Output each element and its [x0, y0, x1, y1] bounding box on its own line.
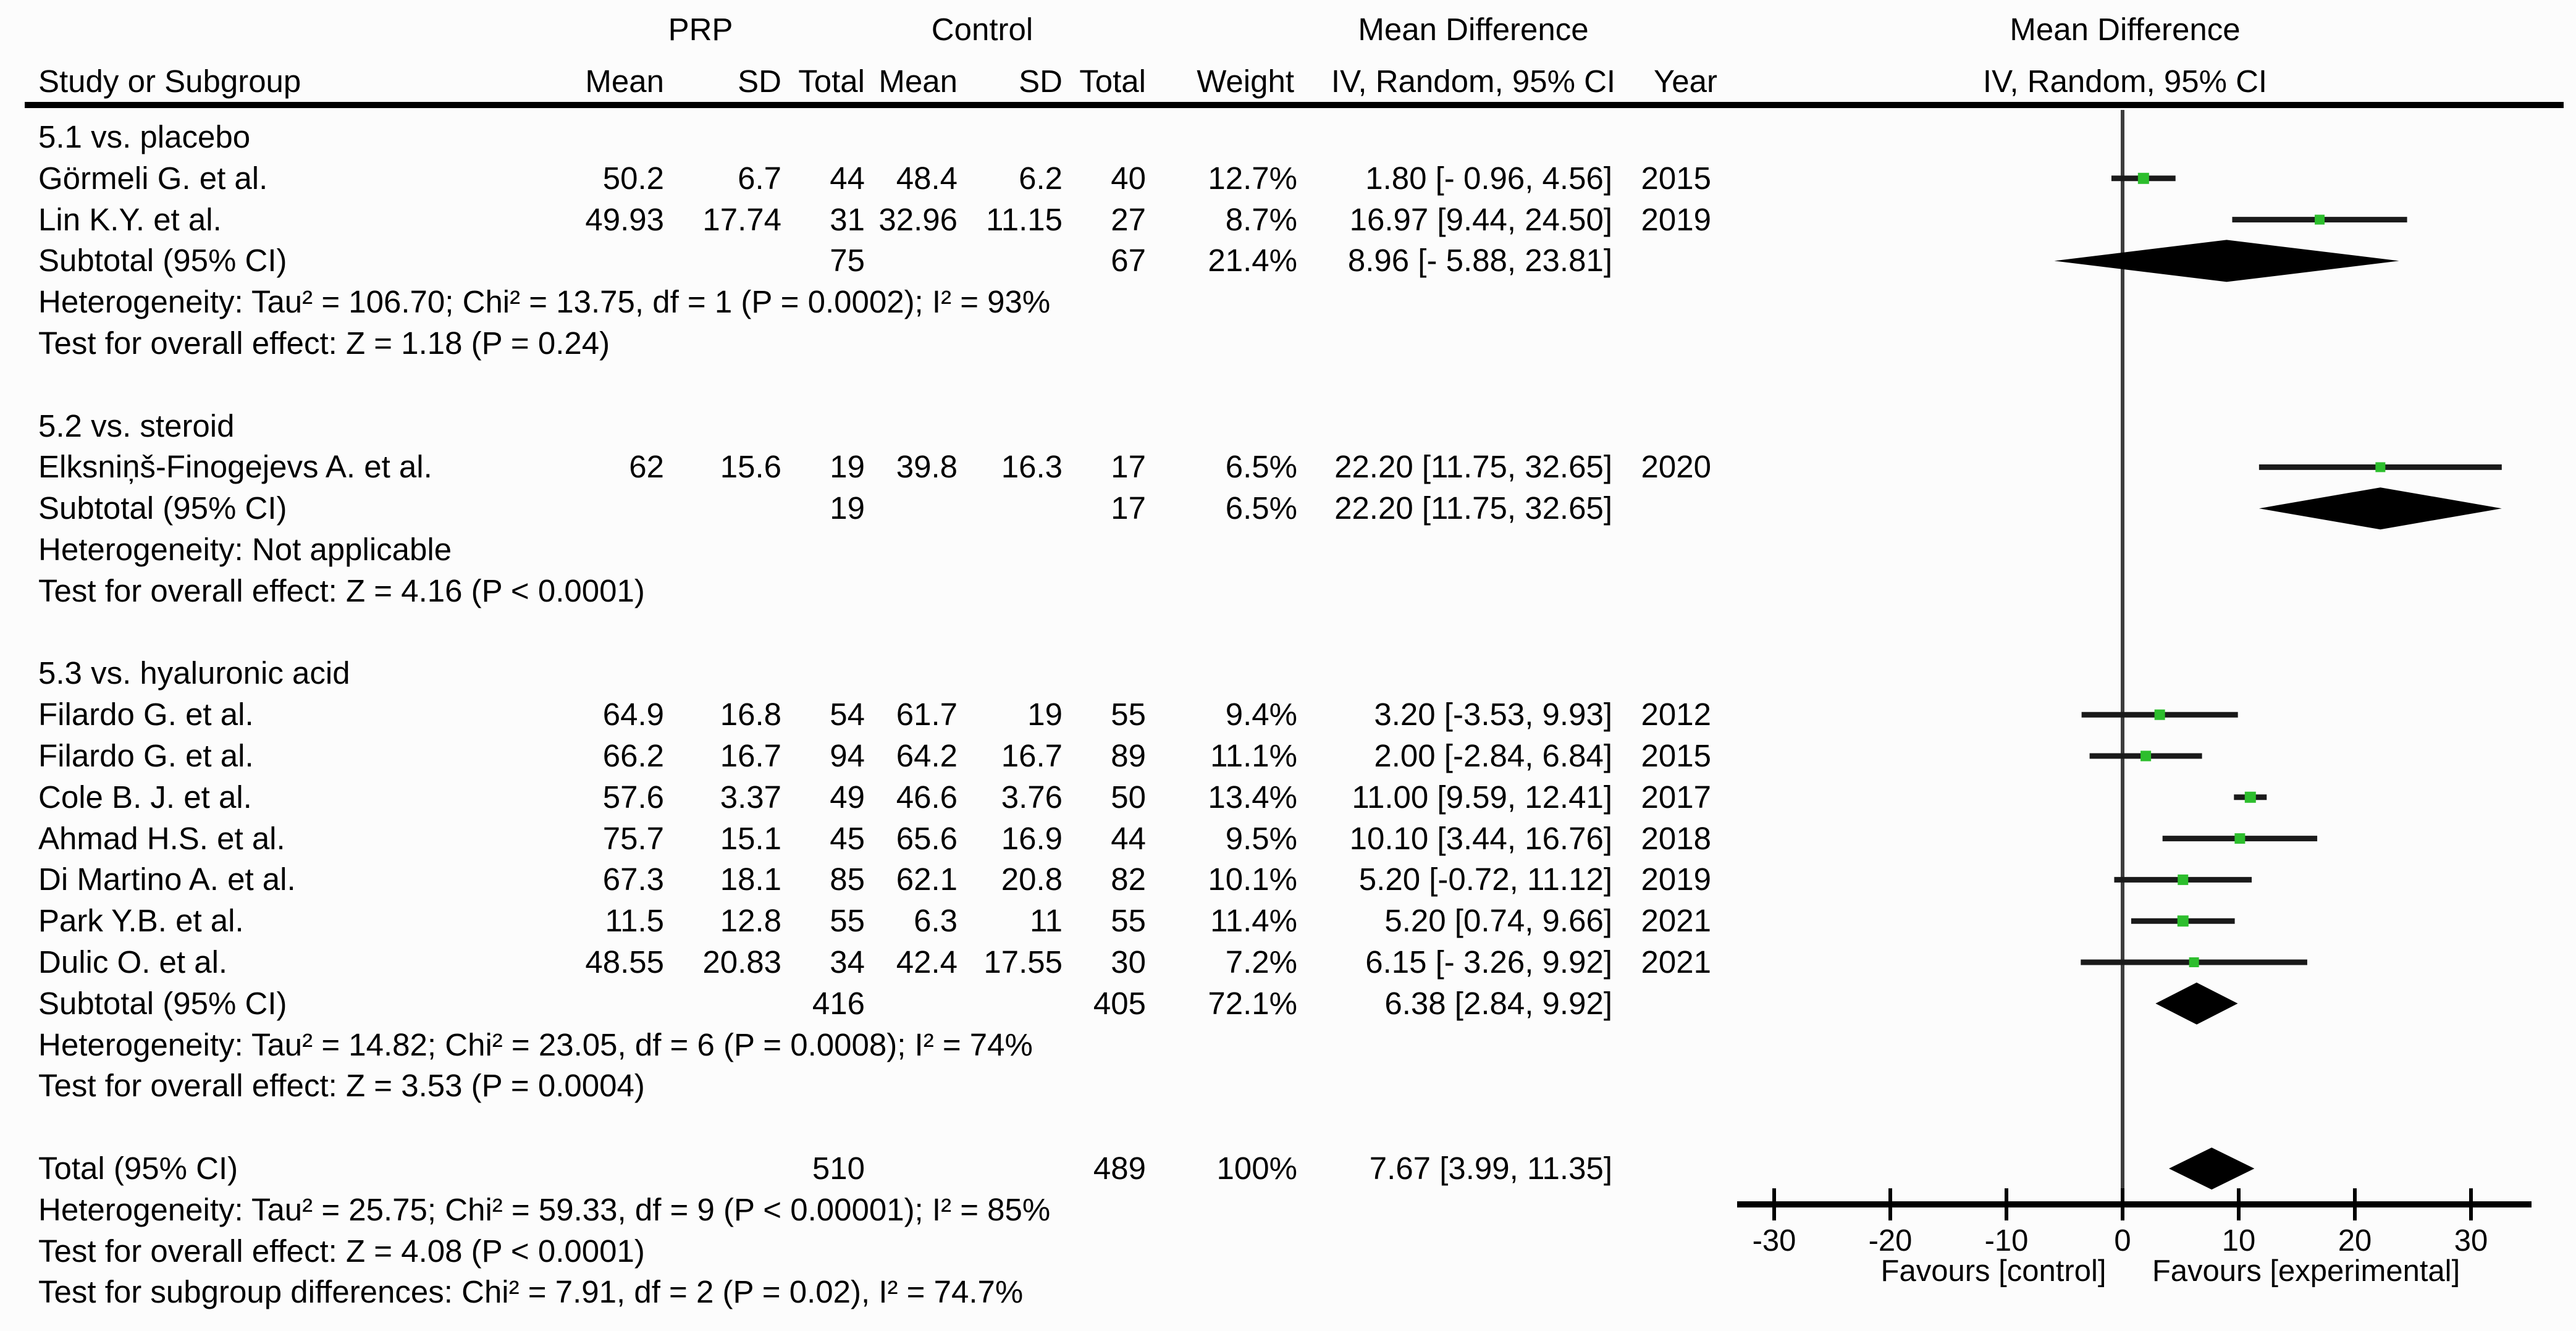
control-total: 55 [1111, 903, 1146, 939]
prp-sd: 15.1 [720, 820, 781, 856]
prp-mean: 67.3 [602, 862, 664, 897]
prp-mean: 50.2 [602, 160, 664, 196]
prp-total: 510 [812, 1151, 865, 1186]
study-name: Elksniņš-Finogejevs A. et al. [38, 449, 432, 485]
control-sd: 16.7 [1001, 738, 1063, 773]
weight-value: 10.1% [1208, 862, 1297, 897]
column-header-effect-ci: IV, Random, 95% CI [1331, 64, 1616, 99]
heterogeneity-text: Heterogeneity: Tau² = 14.82; Chi² = 23.05, df = 6 (P = 0.0008); I² = 74% [38, 1027, 1033, 1062]
effect-estimate-ci: 5.20 [-0.72, 11.12] [1358, 862, 1612, 897]
prp-mean: 57.6 [602, 779, 664, 815]
control-mean: 61.7 [896, 697, 958, 733]
weight-value: 9.4% [1225, 697, 1297, 733]
plot-subtitle: IV, Random, 95% CI [1982, 64, 2268, 99]
overall-effect-text: Test for overall effect: Z = 3.53 (P = 0.0004) [38, 1068, 645, 1104]
x-axis-tick-label: -30 [1752, 1224, 1796, 1258]
weight-value: 6.5% [1225, 449, 1297, 485]
point-estimate-marker [2138, 173, 2149, 184]
point-estimate-marker [2140, 751, 2151, 762]
control-mean: 64.2 [896, 738, 958, 773]
heterogeneity-text: Heterogeneity: Not applicable [38, 532, 452, 567]
prp-sd: 17.74 [702, 201, 781, 237]
control-mean: 39.8 [896, 449, 958, 485]
prp-total: 416 [812, 985, 865, 1021]
control-total: 44 [1111, 820, 1146, 856]
control-total: 489 [1093, 1151, 1146, 1186]
prp-mean: 49.93 [585, 201, 664, 237]
weight-value: 9.5% [1225, 820, 1297, 856]
prp-mean: 48.55 [585, 944, 664, 980]
overall-effect-text: Test for overall effect: Z = 1.18 (P = 0.24) [38, 325, 610, 361]
control-sd: 11.15 [986, 201, 1063, 237]
weight-value: 12.7% [1208, 160, 1297, 196]
heterogeneity-text: Heterogeneity: Tau² = 106.70; Chi² = 13.75, df = 1 (P = 0.0002); I² = 93% [38, 284, 1051, 320]
year-value: 2015 [1641, 160, 1711, 196]
effect-column-title: Mean Difference [1358, 12, 1589, 47]
heterogeneity-text: Heterogeneity: Tau² = 25.75; Chi² = 59.33, df = 9 (P < 0.00001); I² = 85% [38, 1191, 1051, 1227]
control-sd: 20.8 [1001, 862, 1063, 897]
column-header-control-mean: Mean [878, 64, 958, 99]
subgroup-differences-text: Test for subgroup differences: Chi² = 7.91, df = 2 (P = 0.02), I² = 74.7% [38, 1274, 1024, 1310]
prp-sd: 6.7 [738, 160, 781, 196]
effect-estimate-ci: 22.20 [11.75, 32.65] [1334, 490, 1612, 526]
study-name: Görmeli G. et al. [38, 160, 268, 196]
year-value: 2017 [1641, 779, 1711, 815]
x-axis-tick-label: -20 [1868, 1224, 1913, 1258]
point-estimate-marker [2178, 915, 2189, 926]
control-sd: 11 [1030, 903, 1063, 939]
study-name: Di Martino A. et al. [38, 862, 296, 897]
point-estimate-marker [2189, 957, 2199, 967]
prp-mean: 66.2 [602, 738, 664, 773]
axis-label-favours-experimental: Favours [experimental] [2152, 1254, 2460, 1288]
weight-value: 6.5% [1225, 490, 1297, 526]
study-name: Filardo G. et al. [38, 738, 254, 773]
control-total: 40 [1111, 160, 1146, 196]
point-estimate-marker [2375, 462, 2385, 472]
column-header-prp-mean: Mean [585, 64, 664, 99]
weight-value: 13.4% [1208, 779, 1297, 815]
pooled-diamond [2054, 240, 2399, 282]
study-name: Filardo G. et al. [38, 697, 254, 733]
weight-value: 11.1% [1210, 738, 1297, 773]
x-axis-tick-label: 0 [2114, 1224, 2131, 1258]
prp-total: 19 [830, 449, 865, 485]
x-axis-tick-label: 20 [2338, 1224, 2372, 1258]
study-name: Dulic O. et al. [38, 944, 228, 980]
prp-total: 54 [830, 697, 865, 733]
x-axis-tick-label: 30 [2454, 1224, 2488, 1258]
year-value: 2021 [1641, 903, 1711, 939]
group-header-prp: PRP [668, 12, 733, 47]
weight-value: 100% [1216, 1151, 1297, 1186]
prp-total: 34 [830, 944, 865, 980]
prp-mean: 11.5 [605, 903, 664, 939]
control-total: 30 [1111, 944, 1146, 980]
study-name: Park Y.B. et al. [38, 903, 244, 939]
control-total: 405 [1093, 985, 1146, 1021]
point-estimate-marker [2315, 215, 2325, 225]
control-sd: 3.76 [1001, 779, 1063, 815]
overall-effect-text: Test for overall effect: Z = 4.08 (P < 0.0001) [38, 1233, 645, 1269]
year-value: 2020 [1641, 449, 1711, 485]
prp-total: 49 [830, 779, 865, 815]
subtotal-label: Subtotal (95% CI) [38, 243, 287, 279]
total-label: Total (95% CI) [38, 1151, 238, 1186]
plot-title: Mean Difference [2010, 12, 2241, 47]
subtotal-label: Subtotal (95% CI) [38, 985, 287, 1021]
control-total: 67 [1111, 243, 1146, 279]
control-sd: 16.9 [1001, 820, 1063, 856]
x-axis-tick-label: 10 [2221, 1224, 2256, 1258]
effect-estimate-ci: 3.20 [-3.53, 9.93] [1374, 697, 1612, 733]
year-value: 2015 [1641, 738, 1711, 773]
study-name: Ahmad H.S. et al. [38, 820, 285, 856]
year-value: 2019 [1641, 201, 1711, 237]
effect-estimate-ci: 8.96 [- 5.88, 23.81] [1347, 243, 1612, 279]
control-total: 17 [1111, 449, 1146, 485]
prp-total: 75 [830, 243, 865, 279]
prp-sd: 16.7 [720, 738, 781, 773]
effect-estimate-ci: 1.80 [- 0.96, 4.56] [1365, 160, 1612, 196]
control-mean: 65.6 [896, 820, 958, 856]
prp-sd: 20.83 [702, 944, 781, 980]
pooled-diamond [2155, 983, 2237, 1025]
control-mean: 48.4 [896, 160, 958, 196]
prp-total: 19 [830, 490, 865, 526]
column-header-study: Study or Subgroup [38, 64, 301, 99]
prp-mean: 64.9 [602, 697, 664, 733]
control-total: 55 [1111, 697, 1146, 733]
pooled-diamond [2259, 487, 2502, 529]
effect-estimate-ci: 11.00 [9.59, 12.41] [1352, 779, 1612, 815]
effect-estimate-ci: 2.00 [-2.84, 6.84] [1374, 738, 1612, 773]
prp-mean: 62 [629, 449, 664, 485]
pooled-diamond [2169, 1148, 2254, 1190]
weight-value: 7.2% [1225, 944, 1297, 980]
column-header-year: Year [1653, 64, 1717, 99]
subgroup-label: 5.3 vs. hyaluronic acid [38, 655, 350, 691]
control-total: 17 [1111, 490, 1146, 526]
effect-estimate-ci: 5.20 [0.74, 9.66] [1384, 903, 1612, 939]
prp-sd: 15.6 [720, 449, 781, 485]
x-axis-tick-label: -10 [1984, 1224, 2029, 1258]
prp-mean: 75.7 [602, 820, 664, 856]
column-header-control-total: Total [1079, 64, 1146, 99]
control-mean: 6.3 [914, 903, 958, 939]
control-mean: 42.4 [896, 944, 958, 980]
prp-total: 94 [830, 738, 865, 773]
point-estimate-marker [2245, 792, 2256, 803]
control-sd: 17.55 [983, 944, 1063, 980]
control-mean: 46.6 [896, 779, 958, 815]
control-total: 50 [1111, 779, 1146, 815]
effect-estimate-ci: 10.10 [3.44, 16.76] [1349, 820, 1612, 856]
control-sd: 19 [1027, 697, 1063, 733]
point-estimate-marker [2155, 710, 2165, 720]
effect-estimate-ci: 6.15 [- 3.26, 9.92] [1365, 944, 1612, 980]
weight-value: 11.4% [1210, 903, 1297, 939]
prp-total: 31 [830, 201, 865, 237]
effect-estimate-ci: 22.20 [11.75, 32.65] [1334, 449, 1612, 485]
axis-label-favours-control: Favours [control] [1880, 1254, 2107, 1288]
year-value: 2012 [1641, 697, 1711, 733]
weight-value: 8.7% [1225, 201, 1297, 237]
effect-estimate-ci: 7.67 [3.99, 11.35] [1369, 1151, 1612, 1186]
control-mean: 62.1 [896, 862, 958, 897]
prp-sd: 16.8 [720, 697, 781, 733]
prp-total: 55 [830, 903, 865, 939]
control-total: 27 [1111, 201, 1146, 237]
control-total: 89 [1111, 738, 1146, 773]
year-value: 2018 [1641, 820, 1711, 856]
study-name: Lin K.Y. et al. [38, 201, 222, 237]
subtotal-label: Subtotal (95% CI) [38, 490, 287, 526]
prp-total: 45 [830, 820, 865, 856]
point-estimate-marker [2234, 833, 2245, 844]
prp-sd: 3.37 [720, 779, 781, 815]
subgroup-label: 5.1 vs. placebo [38, 119, 251, 154]
control-sd: 6.2 [1019, 160, 1063, 196]
study-name: Cole B. J. et al. [38, 779, 252, 815]
control-mean: 32.96 [878, 201, 958, 237]
prp-total: 44 [830, 160, 865, 196]
overall-effect-text: Test for overall effect: Z = 4.16 (P < 0.0001) [38, 573, 645, 608]
weight-value: 21.4% [1208, 243, 1297, 279]
control-total: 82 [1111, 862, 1146, 897]
year-value: 2021 [1641, 944, 1711, 980]
prp-sd: 18.1 [720, 862, 781, 897]
column-header-control-sd: SD [1019, 64, 1063, 99]
prp-sd: 12.8 [720, 903, 781, 939]
column-header-prp-sd: SD [738, 64, 781, 99]
control-sd: 16.3 [1001, 449, 1063, 485]
weight-value: 72.1% [1208, 985, 1297, 1021]
prp-total: 85 [830, 862, 865, 897]
effect-estimate-ci: 6.38 [2.84, 9.92] [1384, 985, 1612, 1021]
point-estimate-marker [2178, 875, 2188, 885]
effect-estimate-ci: 16.97 [9.44, 24.50] [1349, 201, 1612, 237]
year-value: 2019 [1641, 862, 1711, 897]
group-header-control: Control [931, 12, 1033, 47]
subgroup-label: 5.2 vs. steroid [38, 408, 235, 443]
column-header-prp-total: Total [798, 64, 865, 99]
column-header-weight: Weight [1197, 64, 1294, 99]
